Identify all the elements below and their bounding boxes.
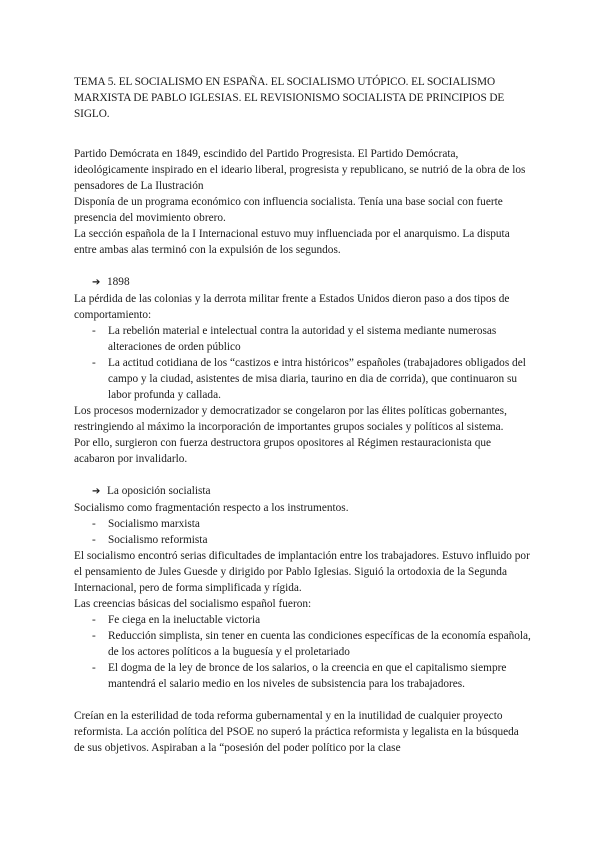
list-item: - Reducción simplista, sin tener en cuenta las condiciones específicas de la economía española, de los actores políticos a la buguesía y el proletariado	[92, 630, 531, 658]
list-item: - La actitud cotidiana de los “castizos e intra históricos” españoles (trabajadores obligados del campo y la ciudad, asistentes de misa diaria, taurino en dia de corrida), que continuaron su labor profunda y callada.	[92, 357, 526, 401]
oposicion-paragraph-1: El socialismo encontró serias dificultades de implantación entre los trabajadores. Estuvo influido por el pensamiento de Jules Guesde y dirigido por Pablo Iglesias. Siguió la ortodoxia de la Segunda Internacional, pero de forma simplificada y rígida.	[74, 550, 530, 594]
document-page	[74, 74, 532, 756]
list-item: - El dogma de la ley de bronce de los salarios, o la creencia en que el capitalismo siempre mantendrá el salario medio en los niveles de subsistencia para los trabajadores.	[92, 662, 507, 690]
oposicion-paragraph-2: Las creencias básicas del socialismo español fueron:	[74, 598, 312, 610]
list-item: - Socialismo marxista	[92, 518, 200, 530]
arrow-right-icon: ➔	[92, 486, 101, 497]
section-1898-lead: La pérdida de las colonias y la derrota militar frente a Estados Unidos dieron paso a dos tipos de comportamiento:	[74, 293, 510, 321]
dash-bullet: -	[92, 534, 96, 546]
list-item: - Socialismo reformista	[92, 534, 208, 546]
dash-bullet: -	[92, 630, 96, 642]
section-1898-paragraph-1: Los procesos modernizador y democratizador se congelaron por las élites políticas gobernantes, restringiendo al máximo la incorporación de importantes grupos sociales y políticos al sistema.	[74, 405, 507, 433]
list-item: - La rebelión material e intelectual contra la autoridad y el sistema mediante numerosas alteraciones de orden público	[92, 325, 497, 353]
oposicion-list	[74, 516, 532, 548]
dash-bullet: -	[92, 614, 96, 626]
section-1898-list	[74, 323, 532, 403]
intro-paragraph-2: Disponía de un programa económico con influencia socialista. Tenía una base social con fuerte presencia del movimiento obrero.	[74, 196, 503, 224]
dash-bullet: -	[92, 325, 96, 337]
section-heading-1898: ➔ 1898	[92, 274, 532, 291]
section-1898-paragraph-2: Por ello, surgieron con fuerza destructora grupos opositores al Régimen restauracionista que acabaron por invalidarlo.	[74, 437, 492, 465]
section-heading-oposicion: ➔ La oposición socialista	[92, 483, 532, 500]
dash-bullet: -	[92, 357, 96, 369]
intro-paragraph-3: La sección española de la I Internacional estuvo muy influenciada por el anarquismo. La disputa entre ambas alas terminó con la expulsión de los segundos.	[74, 228, 510, 256]
list-item: - Fe ciega en la ineluctable victoria	[92, 614, 261, 626]
intro-paragraph-1: Partido Demócrata en 1849, escindido del Partido Progresista. El Partido Demócrata, ideológicamente inspirado en el ideario liberal, progresista y republicano, se nutrió de la obra de los pensadores de La Ilustración	[74, 148, 526, 192]
dash-bullet: -	[92, 518, 96, 530]
arrow-right-icon: ➔	[92, 277, 101, 288]
beliefs-list	[74, 612, 532, 692]
oposicion-lead: Socialismo como fragmentación respecto a los instrumentos.	[74, 502, 349, 514]
dash-bullet: -	[92, 662, 96, 674]
document-title: TEMA 5. EL SOCIALISMO EN ESPAÑA. EL SOCIALISMO UTÓPICO. EL SOCIALISMO MARXISTA DE PABLO IGLESIAS. EL REVISIONISMO SOCIALISTA DE PRINCIPIOS DE SIGLO.	[74, 76, 505, 120]
oposicion-paragraph-3: Creían en la esterilidad de toda reforma gubernamental y en la inutilidad de cualquier proyecto reformista. La acción política del PSOE no superó la práctica reformista y legalista en la búsqueda de sus objetivos. Aspiraban a la “posesión del poder político por la clase	[74, 710, 519, 754]
